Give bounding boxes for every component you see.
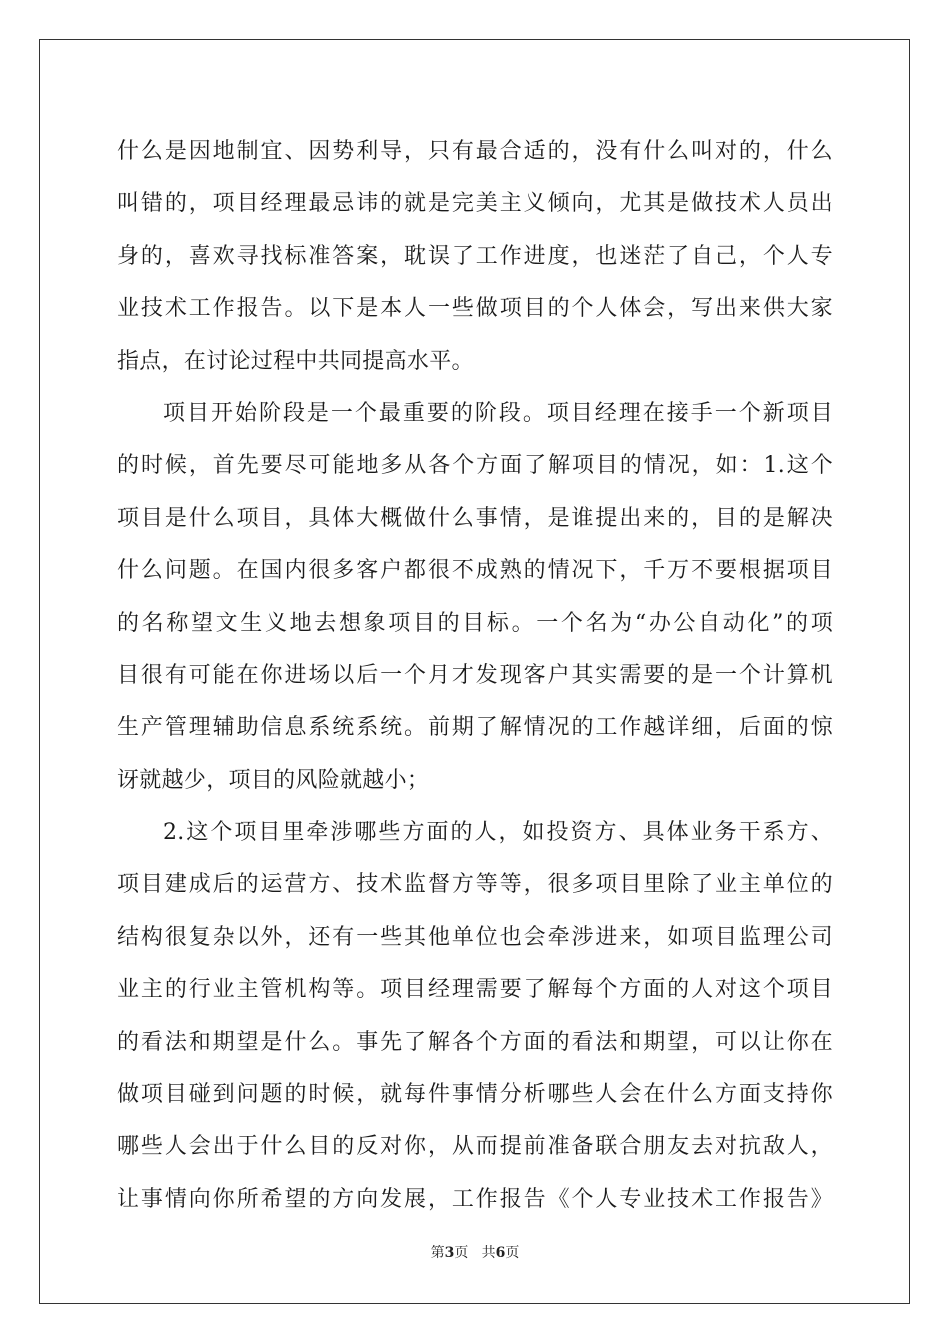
- text-line: 叫错的，项目经理最忌讳的就是完美主义倾向，尤其是做技术人员出: [117, 191, 833, 217]
- page-prefix: 第: [430, 1245, 445, 1261]
- text-line: 讶就越少，项目的风险就越小；: [117, 767, 430, 793]
- text-line: 让事情向你所希望的方向发展，工作报告《个人专业技术工作报告》: [117, 1186, 833, 1212]
- text-line: 目很有可能在你进场以后一个月才发现客户其实需要的是一个计算机: [117, 662, 833, 688]
- text-line: 的名称望文生义地去想象项目的目标。一个名为“办公自动化”的项: [117, 610, 833, 636]
- text-line: 身的，喜欢寻找标准答案，耽误了工作进度，也迷茫了自己，个人专: [117, 243, 833, 269]
- text-line: 2.这个项目里牵涉哪些方面的人，如投资方、具体业务干系方、: [163, 820, 833, 846]
- text-line: 业主的行业主管机构等。项目经理需要了解每个方面的人对这个项目: [117, 977, 833, 1003]
- text-line: 什么是因地制宜、因势利导，只有最合适的，没有什么叫对的，什么: [117, 139, 833, 164]
- total-pages: 6: [495, 1245, 506, 1261]
- text-line: 指点，在讨论过程中共同提高水平。: [117, 348, 474, 374]
- page-suffix: 页: [454, 1245, 469, 1261]
- total-suffix: 页: [505, 1245, 520, 1261]
- text-line: 项目是什么项目，具体大概做什么事情，是谁提出来的，目的是解决: [117, 505, 833, 531]
- text-line: 什么问题。在国内很多客户都很不成熟的情况下，千万不要根据项目: [117, 558, 833, 584]
- text-line: 的看法和期望是什么。事先了解各个方面的看法和期望，可以让你在: [117, 1029, 833, 1055]
- text-line: 的时候，首先要尽可能地多从各个方面了解项目的情况，如：1.这个: [117, 453, 833, 479]
- total-prefix: 共: [481, 1245, 496, 1261]
- page-number: 3: [444, 1245, 455, 1261]
- text-line: 项目开始阶段是一个最重要的阶段。项目经理在接手一个新项目: [163, 400, 833, 426]
- text-line: 项目建成后的运营方、技术监督方等等，很多项目里除了业主单位的: [117, 872, 833, 898]
- text-line: 结构很复杂以外，还有一些其他单位也会牵涉进来，如项目监理公司: [117, 924, 833, 950]
- text-line: 业技术工作报告。以下是本人一些做项目的个人体会，写出来供大家: [117, 296, 833, 322]
- document-body: [117, 126, 833, 1226]
- text-line: 哪些人会出于什么目的反对你，从而提前准备联合朋友去对抗敌人，: [117, 1134, 833, 1160]
- text-line: 生产管理辅助信息系统系统。前期了解情况的工作越详细，后面的惊: [117, 715, 833, 741]
- text-line: 做项目碰到问题的时候，就每件事情分析哪些人会在什么方面支持你: [117, 1082, 833, 1108]
- page-footer: [0, 1242, 950, 1262]
